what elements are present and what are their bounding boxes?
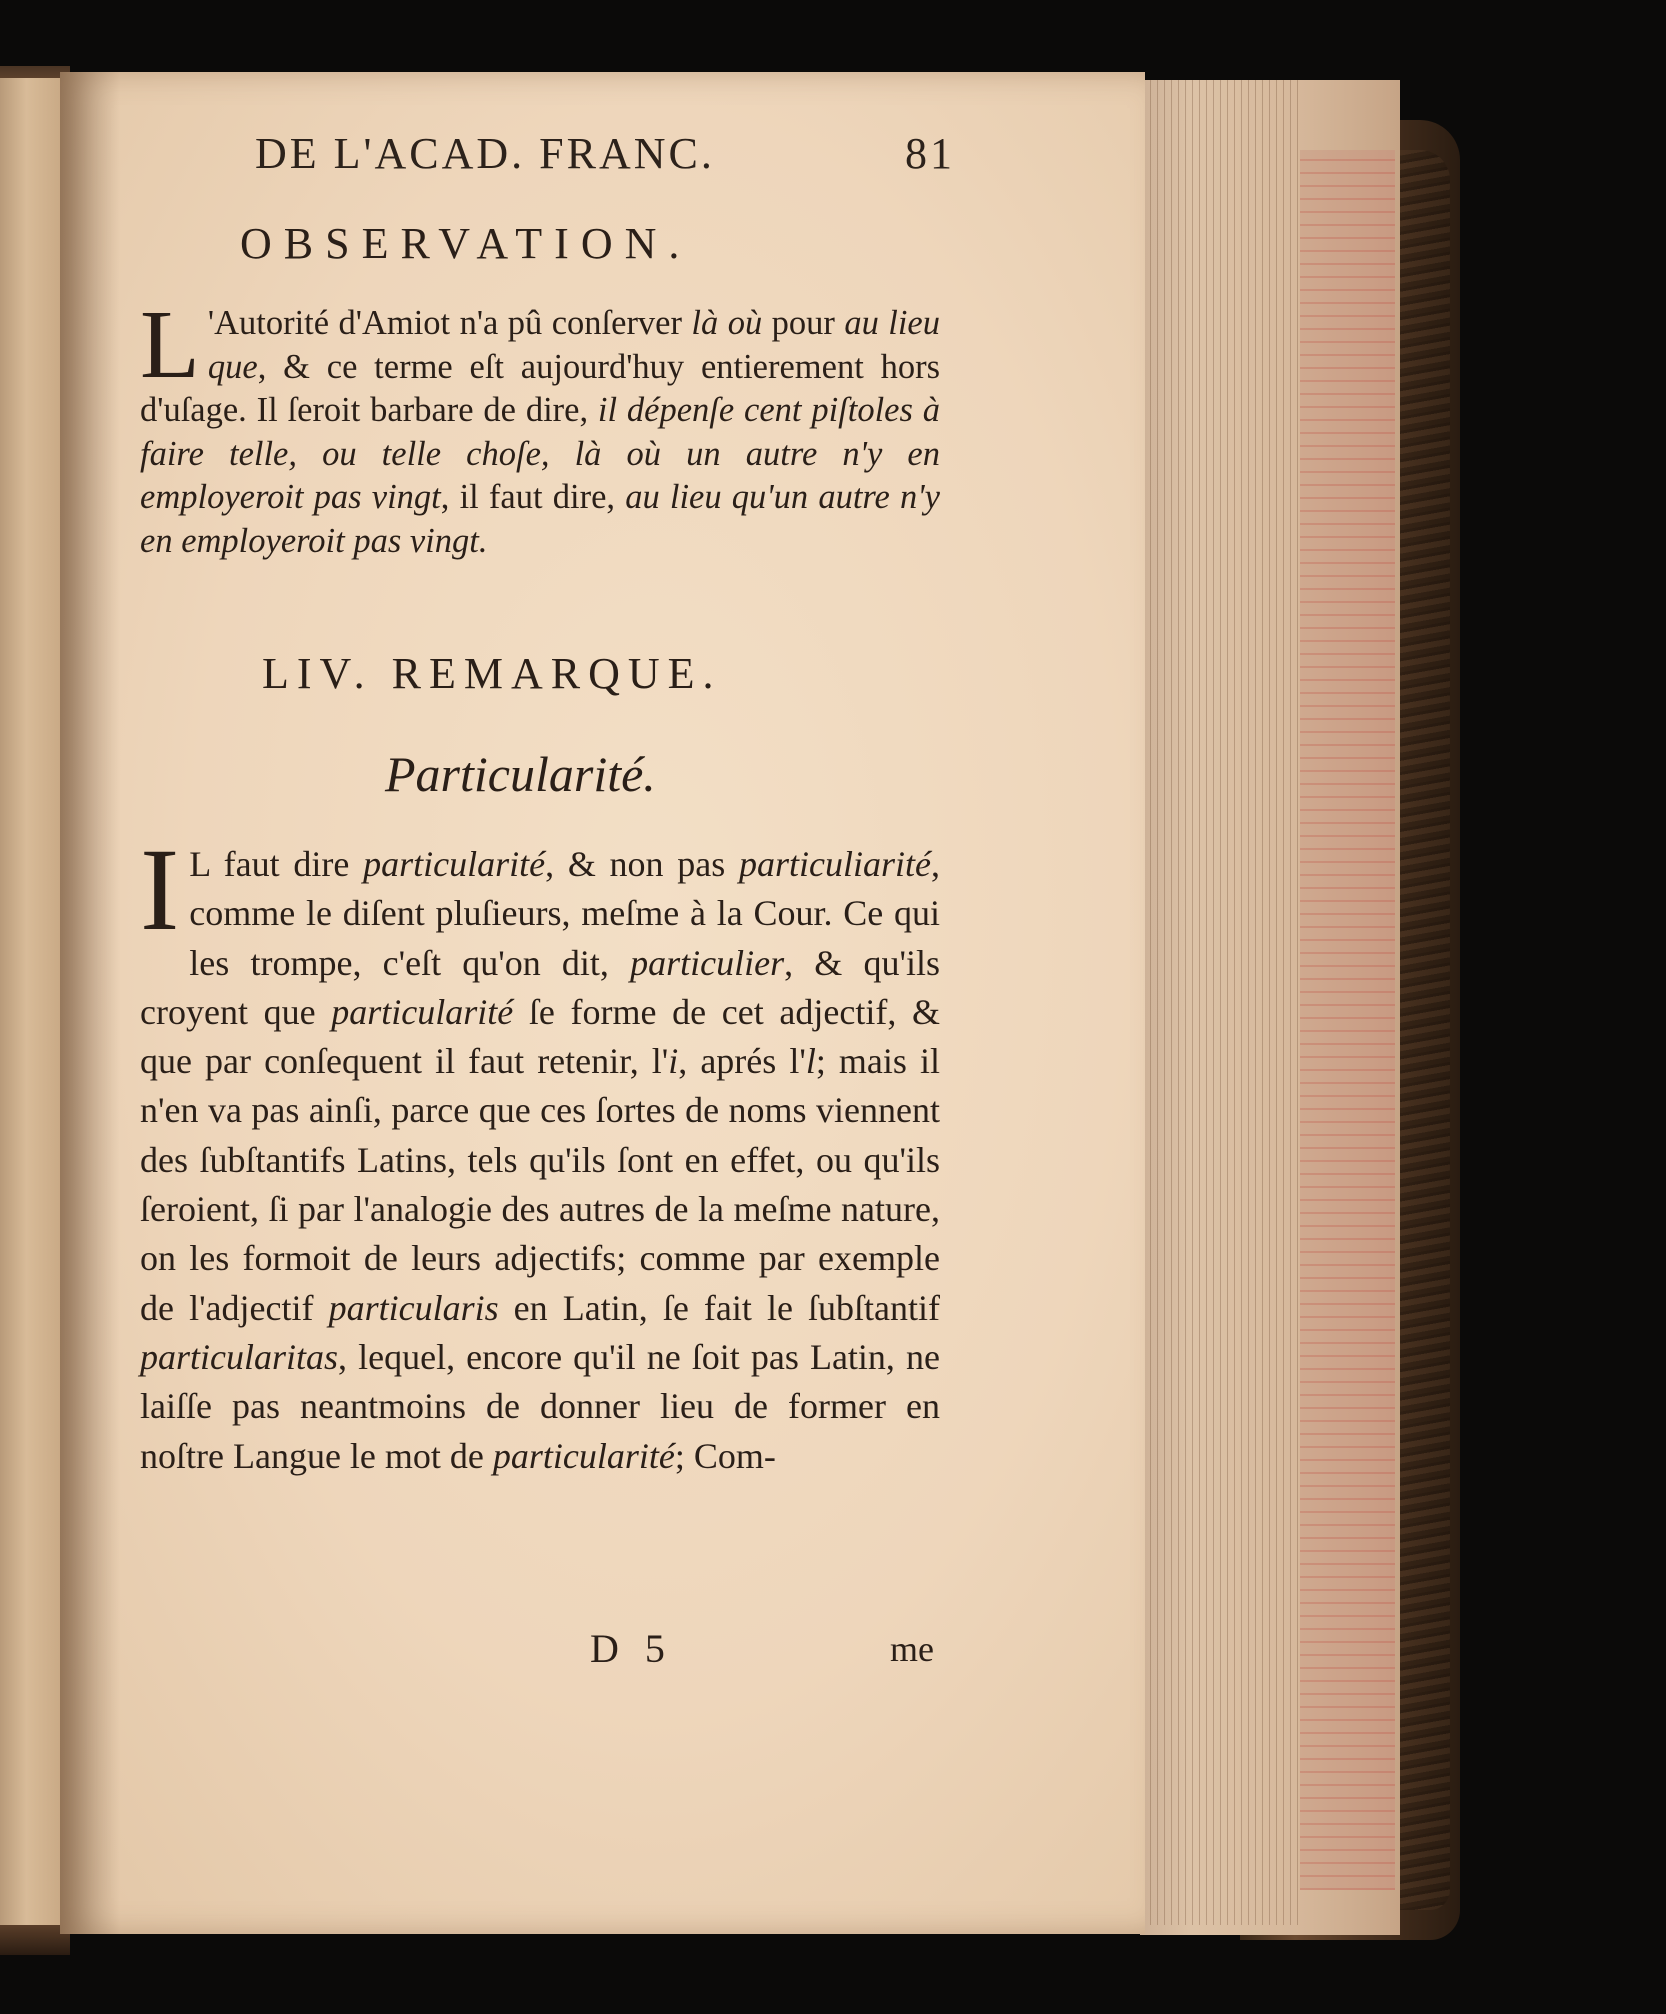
italic-run: particularitas: [140, 1336, 339, 1377]
left-page-edge: [0, 78, 66, 1933]
italic-run: l: [805, 1041, 816, 1082]
observation-heading: OBSERVATION.: [240, 219, 692, 268]
italic-run: particuliarité: [739, 844, 932, 884]
italic-run: particularité: [492, 1435, 675, 1476]
text-run: pour: [762, 304, 845, 342]
sprinkled-edge: [1300, 150, 1395, 1890]
italic-run: là où: [691, 304, 763, 342]
italic-run: au lieu qu'un autre n'y en employeroit pas vingt.: [140, 478, 940, 560]
italic-run: il dépenſe cent piſtoles à faire telle, ou telle choſe, là où un autre n'y en employeroit pas vingt: [140, 391, 940, 516]
observation-text: [140, 291, 940, 563]
text-run: ; Com-: [674, 1435, 776, 1476]
text-run: en Latin, ſe fait le ſubſtantif: [498, 1287, 940, 1328]
page-edge-lines: [1150, 80, 1300, 1925]
text-run: , & qu'ils croyent que: [140, 942, 940, 1032]
signature-mark: D 5: [590, 1626, 673, 1671]
page-number: 81: [905, 129, 955, 178]
text-run: L faut dire: [189, 844, 364, 884]
catchword: me: [890, 1629, 934, 1669]
dropcap: I: [140, 824, 180, 955]
text-run: , & non pas: [545, 844, 740, 884]
text-run: ; mais il n'en va pas ainſi, parce que ces ſortes de noms viennent des ſubſtantifs Latins, tels qu'ils ſont en effet, ou qu'ils ſeroient, ſi par l'analogie des autres de la meſme nature, on les formoit de leurs adjectifs; comme par exemple de l'adjectif: [140, 1041, 940, 1328]
italic-run: particularité: [363, 844, 546, 884]
dropcap: L: [140, 291, 200, 399]
text-run: , il faut dire,: [440, 478, 626, 516]
text-run: , & ce terme eſt aujourd'huy entierement hors d'uſage. Il ſeroit barbare de dire,: [140, 347, 940, 429]
remarque-text: [140, 824, 941, 1481]
remarque-heading: LIV. REMARQUE.: [262, 649, 722, 698]
italic-run: particulier: [630, 942, 785, 983]
italic-run: particularis: [328, 1287, 499, 1328]
running-head: [255, 128, 955, 188]
text-run: , lequel, encore qu'il ne ſoit pas Latin, ne laiſſe pas neantmoins de donner lieu de former en noſtre Langue le mot de: [140, 1336, 940, 1476]
text-run: , aprés l': [678, 1041, 806, 1082]
text-run: 'Autorité d'Amiot n'a pû conſerver: [207, 304, 692, 342]
remarque-subheading: Particularité.: [385, 746, 656, 802]
italic-run: au lieu que: [207, 304, 940, 386]
italic-run: particularité: [331, 991, 514, 1032]
italic-run: i: [668, 1041, 679, 1082]
running-head-title: DE L'ACAD. FRANC.: [255, 129, 715, 178]
text-run: , comme le diſent pluſieurs, meſme à la Cour. Ce qui les trompe, c'eſt qu'on dit,: [189, 844, 941, 983]
text-run: ſe forme de cet adjectif, & que par conſequent il faut retenir, l': [140, 991, 940, 1082]
page-gutter-shadow: [60, 72, 120, 1934]
